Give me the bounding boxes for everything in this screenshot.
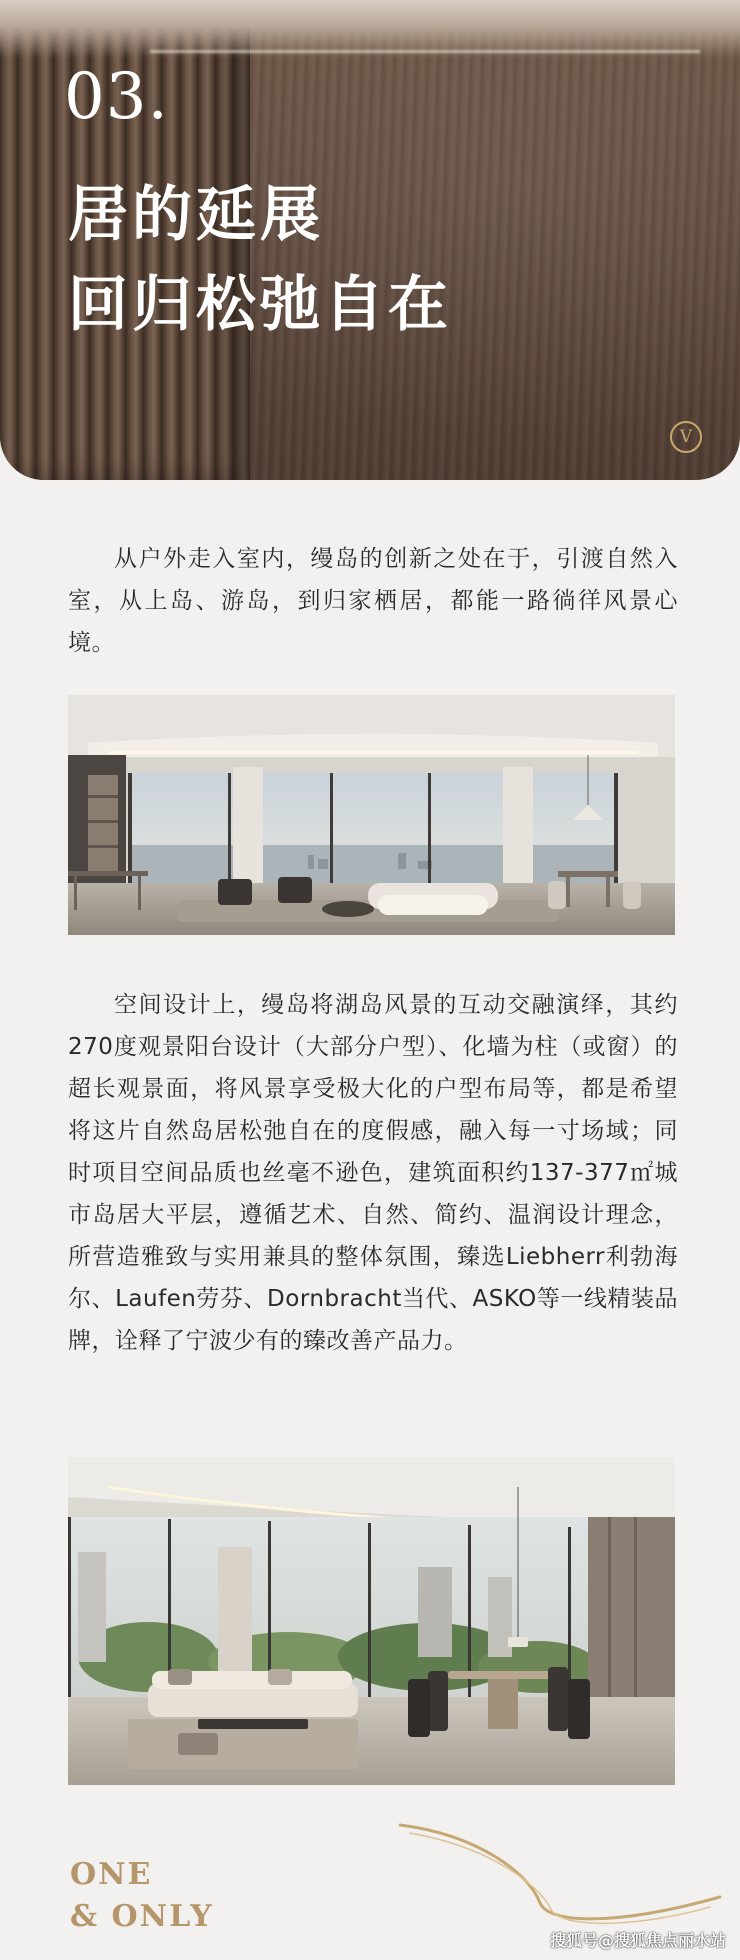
sohu-watermark: 搜狐号@搜狐焦点丽水站 — [549, 1931, 726, 1950]
hero-banner — [0, 0, 740, 480]
ceiling-light-strip — [0, 0, 740, 58]
gold-swoosh-decoration — [390, 1815, 730, 1935]
section-number: 03. — [64, 60, 169, 134]
design-paragraph: 空间设计上，缦岛将湖岛风景的互动交融演绎，其约270度观景阳台设计（大部分户型）、化墙为柱（或窗）的超长观景面，将风景享受极大化的户型布局等，都是希望将这片自然岛居松弛自在的度假感，融入每一寸场域；同时项目空间品质也丝毫不逊色，建筑面积约137-377㎡城市岛居大平层，遵循艺术、自然、简约、温润设计理念，所营造雅致与实用兼具的整体氛围，臻选Liebherr利勃海尔、Laufen劳芬、Dornbracht当代、ASKO等一线精装品牌，诠释了宁波少有的臻改善产品力。 — [68, 992, 678, 1354]
headline-line-2: 回归松弛自在 — [68, 270, 452, 340]
logo-line-2: & ONLY — [70, 1899, 214, 1934]
logo-line-1: ONE — [70, 1857, 153, 1892]
intro-paragraph: 从户外走入室内，缦岛的创新之处在于，引渡自然入室，从上岛、游岛，到归家栖居，都能一路徜徉风景心境。 — [68, 546, 678, 656]
headline-line-1: 居的延展 — [68, 180, 324, 250]
living-room-render-image — [68, 695, 675, 935]
dining-room-render-illustration — [68, 1457, 675, 1785]
section-headline — [68, 170, 452, 350]
one-and-only-logo — [70, 1854, 214, 1938]
living-room-render-illustration — [68, 695, 675, 935]
brand-v-badge-icon: V — [670, 421, 702, 453]
dining-room-render-image — [68, 1457, 675, 1785]
